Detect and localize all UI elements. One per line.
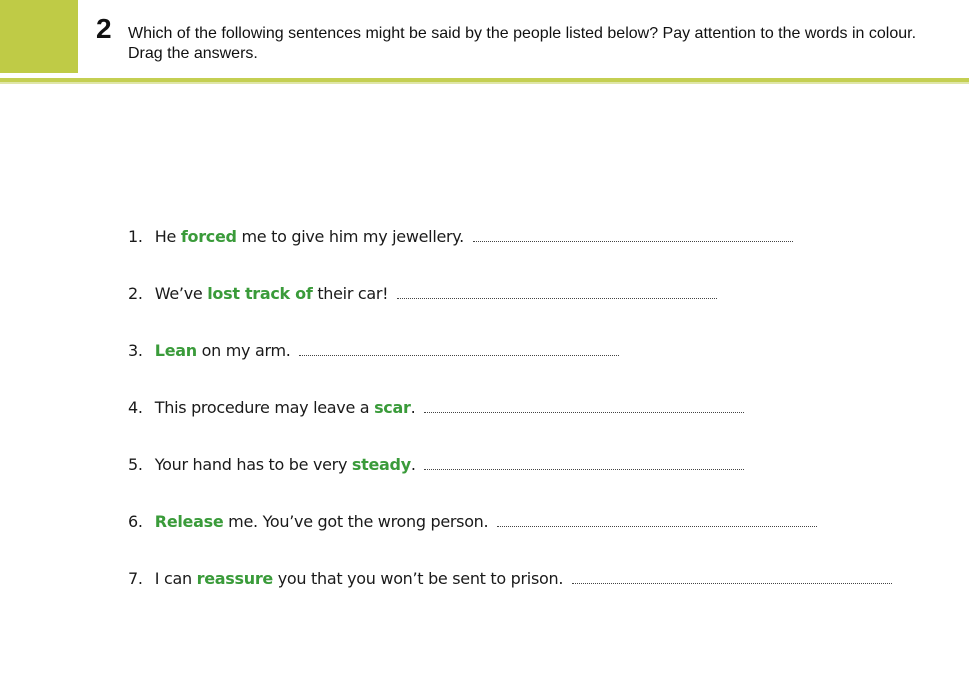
- sentence-item-3: [128, 340, 928, 397]
- exercise-number: 2: [96, 13, 112, 44]
- item-number: 4.: [128, 398, 143, 417]
- sentence-text-before: We’ve: [154, 284, 208, 303]
- exercise-instructions: Which of the following sentences might be said by the people listed below? Pay attention to the words in colour. Drag the answers.: [128, 25, 917, 62]
- answer-drop-zone[interactable]: [572, 569, 892, 584]
- item-number: 6.: [128, 512, 143, 531]
- highlighted-word: forced: [180, 227, 237, 246]
- sentence-text-before: He: [154, 227, 181, 246]
- sentence-item-6: [128, 511, 928, 568]
- item-number: 5.: [128, 455, 143, 474]
- answer-drop-zone[interactable]: [397, 284, 717, 299]
- answer-drop-zone[interactable]: [473, 227, 793, 242]
- highlighted-word: reassure: [196, 569, 273, 588]
- sentence-item-7: [128, 568, 928, 625]
- answer-drop-zone[interactable]: [299, 341, 619, 356]
- sentence-text-before: I can: [154, 569, 197, 588]
- sentence-text-after: me to give him my jewellery.: [236, 227, 464, 246]
- exercise-header: [0, 0, 969, 84]
- header-divider-shadow: [0, 82, 969, 84]
- item-number: 1.: [128, 227, 143, 246]
- highlighted-word: Release: [154, 512, 224, 531]
- sentence-text-after: on my arm.: [196, 341, 291, 360]
- sentence-text-after: .: [410, 455, 416, 474]
- item-number: 7.: [128, 569, 143, 588]
- highlighted-word: lost track of: [207, 284, 313, 303]
- sentence-list: [128, 226, 928, 625]
- sentence-text-before: Your hand has to be very: [154, 455, 352, 474]
- sentence-text-before: This procedure may leave a: [154, 398, 375, 417]
- sentence-text-after: me. You’ve got the wrong person.: [223, 512, 489, 531]
- sentence-item-4: [128, 397, 928, 454]
- sentence-item-1: [128, 226, 928, 283]
- highlighted-word: steady: [351, 455, 411, 474]
- answer-drop-zone[interactable]: [424, 398, 744, 413]
- sentence-text-after: .: [410, 398, 416, 417]
- answer-drop-zone[interactable]: [424, 455, 744, 470]
- sentence-text-after: you that you won’t be sent to prison.: [272, 569, 564, 588]
- answer-drop-zone[interactable]: [497, 512, 817, 527]
- highlighted-word: scar: [374, 398, 411, 417]
- sentence-item-2: [128, 283, 928, 340]
- sentence-item-5: [128, 454, 928, 511]
- sentence-text-after: their car!: [312, 284, 389, 303]
- accent-block: [0, 0, 78, 73]
- highlighted-word: Lean: [154, 341, 197, 360]
- item-number: 2.: [128, 284, 143, 303]
- item-number: 3.: [128, 341, 143, 360]
